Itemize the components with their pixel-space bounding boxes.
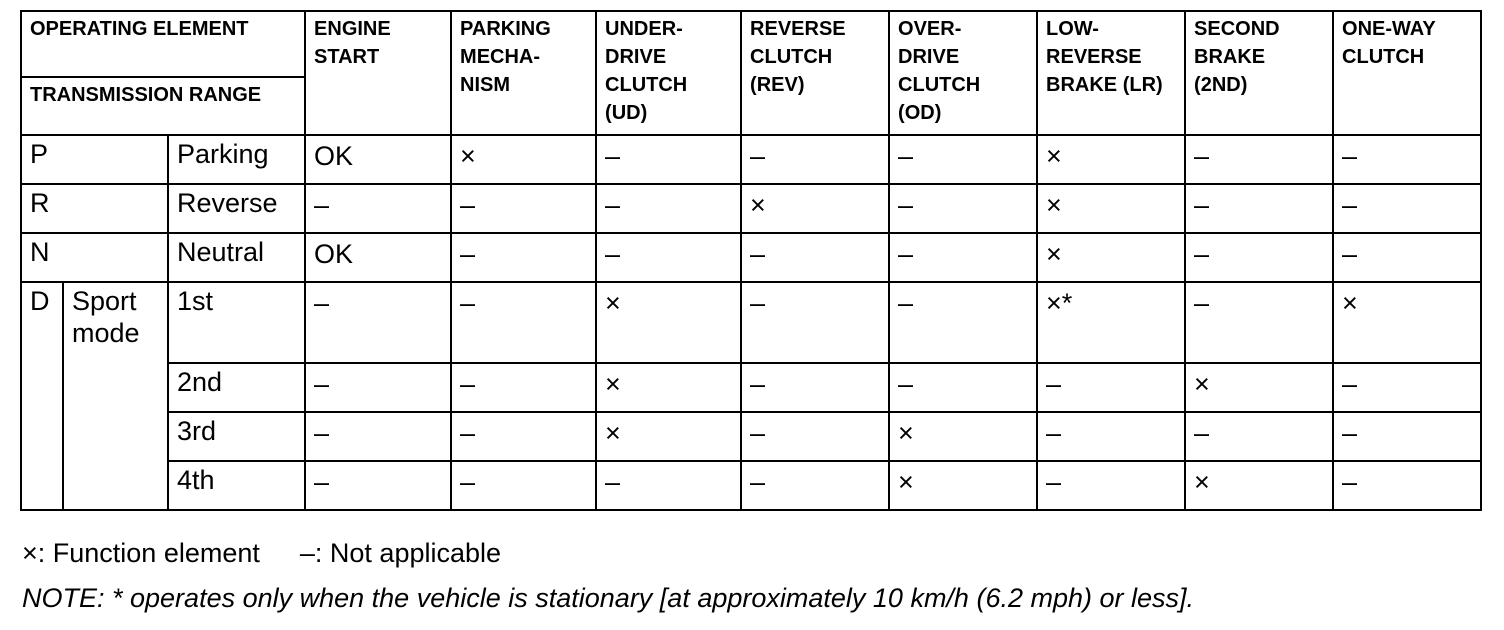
value-cell: OK (305, 135, 451, 184)
column-header: SECOND BRAKE (2ND) (1185, 11, 1333, 135)
legend-not-applicable: –: Not applicable (299, 538, 502, 568)
table-note: NOTE: * operates only when the vehicle is stationary [at approximately 10 km/h (6.2 mph) or less]. (22, 583, 1195, 613)
header-row (21, 11, 1481, 135)
column-header: OVER- DRIVE CLUTCH (OD) (889, 11, 1037, 135)
column-header: REVERSE CLUTCH (REV) (741, 11, 889, 135)
value-cell: – (1185, 412, 1333, 461)
value-cell: × (1037, 184, 1185, 233)
operating-element-label: OPERATING ELEMENT (22, 12, 304, 78)
range-cell: P (21, 135, 168, 184)
value-cell: – (1185, 135, 1333, 184)
transmission-range-label: TRANSMISSION RANGE (30, 84, 262, 106)
value-cell: – (1037, 412, 1185, 461)
table-row (21, 363, 1481, 412)
value-cell: – (596, 233, 741, 282)
table-row (21, 135, 1481, 184)
legend-function-element: ×: Function element (22, 538, 260, 568)
value-cell: OK (305, 233, 451, 282)
gear-cell: 1st (168, 282, 305, 363)
value-cell: – (1333, 461, 1481, 510)
column-header: ENGINE START (305, 11, 451, 135)
value-cell: – (451, 363, 596, 412)
value-cell: – (451, 184, 596, 233)
range-name-cell: Parking (168, 135, 305, 184)
mode-cell: Sport mode (63, 282, 168, 510)
value-cell: – (1333, 233, 1481, 282)
gear-cell: 3rd (168, 412, 305, 461)
value-cell: – (889, 282, 1037, 363)
value-cell: × (451, 135, 596, 184)
value-cell: – (305, 363, 451, 412)
value-cell: – (741, 282, 889, 363)
value-cell: – (1185, 184, 1333, 233)
value-cell: – (305, 184, 451, 233)
value-cell: – (305, 412, 451, 461)
value-cell: × (1185, 363, 1333, 412)
value-cell: – (305, 282, 451, 363)
range-name-cell: Neutral (168, 233, 305, 282)
value-cell: – (741, 363, 889, 412)
value-cell: × (1037, 135, 1185, 184)
range-cell: D (21, 282, 63, 510)
value-cell: – (451, 461, 596, 510)
value-cell: – (1185, 233, 1333, 282)
gear-cell: 2nd (168, 363, 305, 412)
table-row (21, 461, 1481, 510)
value-cell: – (596, 135, 741, 184)
value-cell: – (741, 412, 889, 461)
value-cell: – (451, 282, 596, 363)
value-cell: – (741, 461, 889, 510)
value-cell: – (741, 135, 889, 184)
value-cell: – (305, 461, 451, 510)
value-cell: × (596, 363, 741, 412)
value-cell: – (1333, 363, 1481, 412)
value-cell: × (1037, 233, 1185, 282)
value-cell: × (596, 412, 741, 461)
value-cell: × (889, 461, 1037, 510)
column-header: LOW- REVERSE BRAKE (LR) (1037, 11, 1185, 135)
range-name-cell: Reverse (168, 184, 305, 233)
value-cell: – (1185, 282, 1333, 363)
value-cell: – (741, 233, 889, 282)
range-cell: R (21, 184, 168, 233)
value-cell: × (1333, 282, 1481, 363)
table-row (21, 184, 1481, 233)
value-cell: – (1333, 184, 1481, 233)
value-cell: ×* (1037, 282, 1185, 363)
column-header: ONE-WAY CLUTCH (1333, 11, 1481, 135)
value-cell: – (889, 184, 1037, 233)
range-cell: N (21, 233, 168, 282)
value-cell: – (451, 412, 596, 461)
value-cell: – (1037, 363, 1185, 412)
value-cell: – (889, 233, 1037, 282)
gear-cell: 4th (168, 461, 305, 510)
corner-header-cell (21, 11, 305, 135)
value-cell: × (889, 412, 1037, 461)
value-cell: – (1037, 461, 1185, 510)
legend (22, 538, 501, 569)
table-row (21, 233, 1481, 282)
value-cell: – (1333, 412, 1481, 461)
column-header: PARKING MECHA- NISM (451, 11, 596, 135)
value-cell: – (889, 135, 1037, 184)
value-cell: – (1333, 135, 1481, 184)
value-cell: – (596, 461, 741, 510)
value-cell: – (889, 363, 1037, 412)
column-header: UNDER- DRIVE CLUTCH (UD) (596, 11, 741, 135)
value-cell: × (1185, 461, 1333, 510)
value-cell: – (451, 233, 596, 282)
table-row (21, 412, 1481, 461)
value-cell: × (596, 282, 741, 363)
table-row (21, 282, 1481, 363)
value-cell: – (596, 184, 741, 233)
operating-element-table (20, 10, 1482, 511)
value-cell: × (741, 184, 889, 233)
